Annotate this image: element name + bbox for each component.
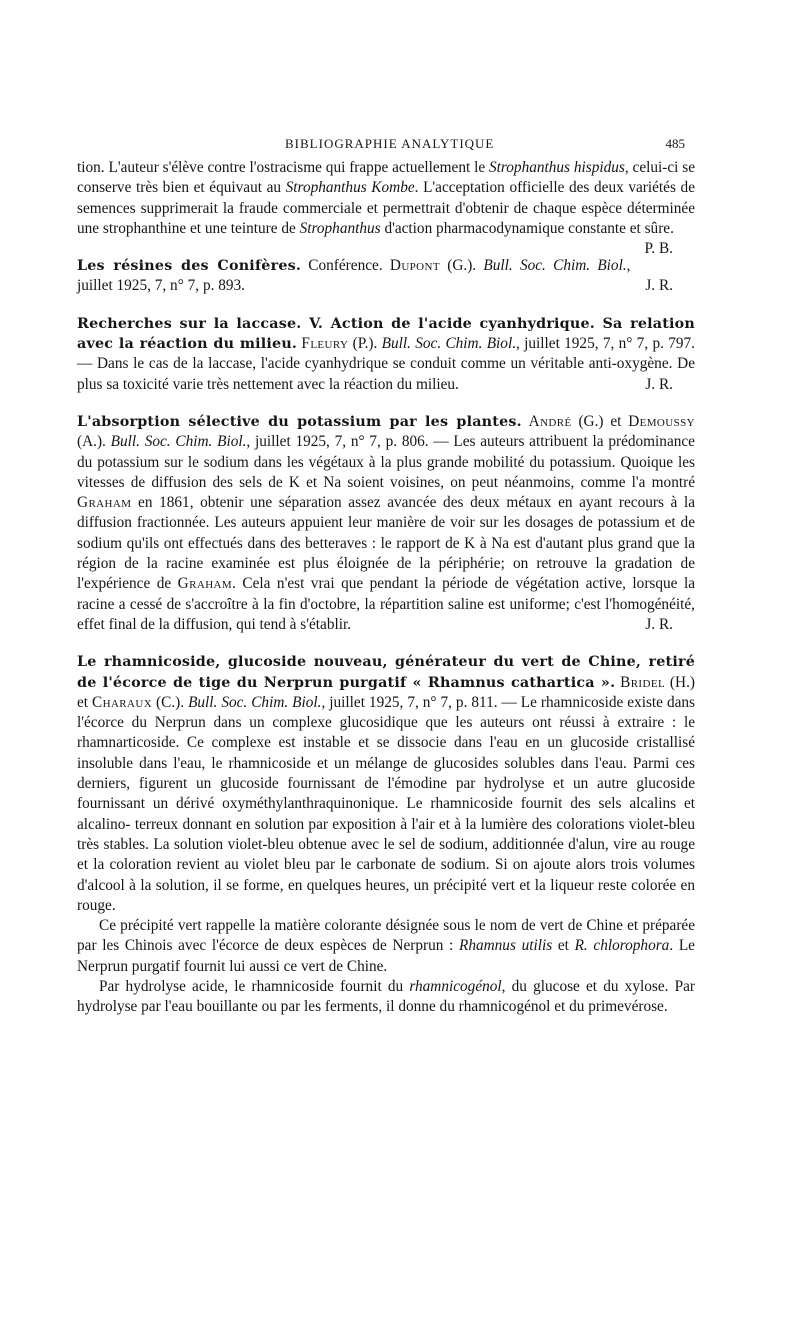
author: Graham bbox=[177, 575, 233, 593]
entry-body: L'absorption sélective du potassium par les plantes. André (G.) et Demoussy (A.). Bull. Soc. Chim. Biol., juillet 1925, 7, n° 7, p. 806. — Les auteurs attribuent la prédominance du potassium sur le sodium dans les végétaux à la plus grande mobilité du potassium. Quoique les vitesses de diffusion des sels de K et Na soient voisines, on peut néanmoins, comme l'a montré Graham en 1861, obtenir une séparation assez avancée des deux métaux en ayant recours à la diffusion fractionnée. Les auteurs appuient leur manière de voir sur les dosages de potassium et de sodium qu'ils ont effectués dans des betteraves : le rapport de K à Na est d'autant plus grand que la région de la racine examinée est plus éloignée de la périphérie; on retrouve la gradation de l'expérience de Graham. Cela n'est vrai que pendant la période de végétation active, lorsque la racine a cessé de s'accroître à la fin d'octobre, la répartition saline est uniforme; c'est l'homogénéité, effet final de la diffusion, qui tend à s'établir. J. R. bbox=[77, 412, 695, 635]
entry-body: Recherches sur la laccase. V. Action de l'acide cyanhydrique. Sa relation avec la réaction du milieu. Fleury (P.). Bull. Soc. Chim. Biol., juillet 1925, 7, n° 7, p. 797. — Dans le cas de la laccase, l'acide cyanhydrique se conduit comme un véritable anti-oxygène. De plus sa toxicité varie très nettement avec la réaction du milieu. J. R. bbox=[77, 314, 695, 395]
author: Bridel bbox=[620, 673, 666, 691]
journal: Bull. Soc. Chim. Biol. bbox=[188, 693, 322, 711]
journal: Bull. Soc. Chim. Biol. bbox=[483, 257, 627, 275]
running-title: BIBLIOGRAPHIE ANALYTIQUE bbox=[285, 136, 495, 151]
entry-paragraph: Par hydrolyse acide, le rhamnicoside fournit du rhamnicogénol, du glucose et du xylose. Par hydrolyse par l'eau bouillante ou par les ferments, il donne du rhamnicogénol et du primevérose. bbox=[77, 977, 695, 1016]
entry-paragraph: Ce précipité vert rappelle la matière colorante désignée sous le nom de vert de Chine et préparée par les Chinois avec l'écorce de deux espèces de Nerprun : Rhamnus utilis et R. chlorophora. Le Nerprun purgatif fournit lui aussi ce vert de Chine. bbox=[77, 917, 695, 975]
author: André bbox=[528, 412, 572, 430]
entry-rhamnicoside bbox=[77, 652, 695, 1017]
signature: J. R. bbox=[645, 375, 673, 393]
page bbox=[77, 128, 695, 1029]
entry-body: Les résines des Conifères. Conférence. Dupont (G.). Bull. Soc. Chim. Biol., juillet 1925, 7, n° 7, p. 893. J. R. bbox=[77, 256, 695, 297]
author: Dupont bbox=[389, 257, 440, 275]
journal: Bull. Soc. Chim. Biol. bbox=[110, 433, 247, 451]
entry-laccase bbox=[77, 314, 695, 395]
author: Graham bbox=[77, 494, 132, 512]
entry-resines-coniferes bbox=[77, 256, 695, 297]
author: Charaux bbox=[92, 693, 153, 711]
entry-potassium bbox=[77, 412, 695, 635]
page-number: 485 bbox=[665, 136, 685, 151]
entry-title: Recherches sur la laccase. V. Action de l'acide cyanhydrique. Sa relation avec la réaction du milieu. bbox=[77, 315, 695, 353]
entry-body: Le rhamnicoside, glucoside nouveau, générateur du vert de Chine, retiré de l'écorce de tige du Nerprun purgatif « Rhamnus cathartica ». Bridel (H.) et Charaux (C.). Bull. Soc. Chim. Biol., juillet 1925, 7, n° 7, p. 811. — Le rhamnicoside existe dans l'écorce du Nerprun dans un complexe glucosidique que les auteurs ont réussi à extraire : le rhamnarticoside. Ce complexe est instable et se dissocie dans l'eau en un glucoside cristallisé insoluble dans l'eau, le rhamnicoside et un mélange de glucosides solubles dans l'eau. Parmi ces derniers, figurent un glucoside fournissant de l'émodine par hydrolyse et un autre glucoside fournissant un dérivé oxyméthylanthraquinonique. Le rhamnicoside fournit des sels alcalins et alcalino- terreux donnant en solution par exposition à l'air et à la lumière des colorations violet-bleu très stables. La solution violet-bleu obtenue avec le sel de sodium, additionnée d'alun, vire au rouge et la coloration revient au violet bleu par le carbonate de sodium. Si on ajoute alors trois volumes d'alcool à la solution, il se forme, en quelques heures, un précipité vert et la liqueur reste colorée en rouge. bbox=[77, 654, 695, 914]
entry-title: Les résines des Conifères. bbox=[77, 258, 302, 275]
journal: Bull. Soc. Chim. Biol. bbox=[381, 335, 517, 353]
entry-title: Le rhamnicoside, glucoside nouveau, générateur du vert de Chine, retiré de l'écorce de tige du Nerprun purgatif « Rhamnus cathartica ». bbox=[77, 654, 695, 691]
running-head bbox=[77, 128, 695, 151]
signature: J. R. bbox=[645, 615, 673, 633]
author: Fleury bbox=[301, 335, 349, 353]
signature: J. R. bbox=[645, 277, 673, 295]
author: Demoussy bbox=[628, 412, 696, 430]
entry-body: tion. L'auteur s'élève contre l'ostracisme qui frappe actuellement le Strophanthus hispidus, celui-ci se conserve très bien et équivaut au Strophanthus Kombe. L'acceptation officielle des deux variétés de semences supprimerait la fraude commerciale et permettrait d'obtenir de chaque espèce déterminée une strophanthine et une teinture de Strophanthus d'action pharmacodynamique constante et sûre. P. B. bbox=[77, 158, 695, 239]
signature: P. B. bbox=[644, 240, 673, 258]
entry-strophanthus-continuation bbox=[77, 158, 695, 258]
entry-title: L'absorption sélective du potassium par les plantes. bbox=[77, 413, 522, 430]
